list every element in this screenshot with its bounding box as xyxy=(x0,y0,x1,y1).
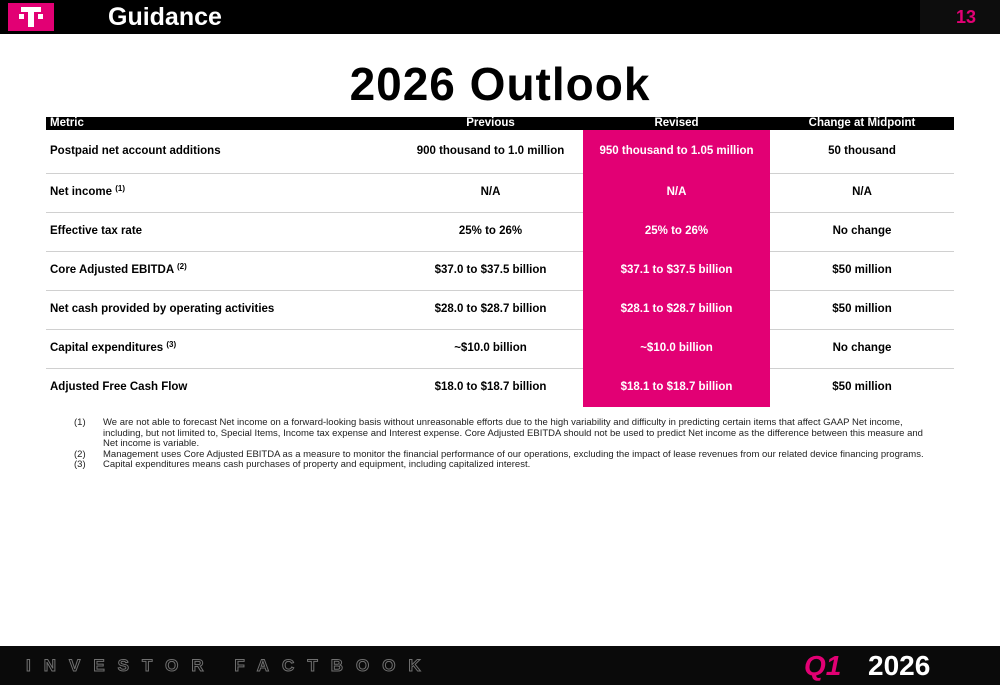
page-number: 13 xyxy=(955,7,976,27)
revised-cell: $18.1 to $18.7 billion xyxy=(583,368,770,407)
table-row xyxy=(46,290,954,329)
previous-cell: N/A xyxy=(398,173,583,212)
change-cell: $50 million xyxy=(770,251,954,290)
footnote-text: We are not able to forecast Net income on a forward-looking basis without unreasonable efforts due to the high variability and difficulty in predicting certain items that affect GAAP Net income, including, but not limited to, Special Items, Income tax expense and Interest expense. Core Adjusted EBITDA should not be used to predict Net income as the difference between this measure and Net income is variable. xyxy=(103,417,923,449)
change-cell: N/A xyxy=(770,173,954,212)
change-cell: $50 million xyxy=(770,290,954,329)
footnote-text: Management uses Core Adjusted EBITDA as a measure to monitor the financial performance of our operations, excluding the impact of lease revenues from our related device financing programs. xyxy=(103,448,924,460)
metric-label: Adjusted Free Cash Flow xyxy=(50,381,188,394)
revised-cell: $28.1 to $28.7 billion xyxy=(583,290,770,329)
footnote xyxy=(74,418,934,450)
page-title: 2026 Outlook xyxy=(349,58,651,110)
footer-quarter: Q1 xyxy=(804,650,842,681)
metric-cell xyxy=(46,290,398,329)
previous-cell: $18.0 to $18.7 billion xyxy=(434,381,547,394)
metric-cell xyxy=(46,173,398,212)
column-header-metric: Metric xyxy=(46,117,398,130)
metric-cell xyxy=(46,368,398,407)
change-cell: $50 million xyxy=(832,381,892,394)
page-number-box xyxy=(920,0,1000,34)
footnote-text: Capital expenditures means cash purchases of property and equipment, including capitalized interest. xyxy=(103,459,531,470)
footnotes xyxy=(74,418,934,471)
previous-cell: 25% to 26% xyxy=(398,212,583,251)
footnote-number: (1) xyxy=(74,417,86,428)
outlook-table xyxy=(46,117,954,407)
table-row xyxy=(46,368,954,407)
table-row xyxy=(46,173,954,212)
footnote-ref: (2) xyxy=(176,262,187,271)
footnote xyxy=(74,460,934,471)
revised-cell: $37.1 to $37.5 billion xyxy=(583,251,770,290)
change-cell: 50 thousand xyxy=(770,130,954,173)
table-header-row xyxy=(46,117,954,130)
footer-year: 2026 xyxy=(868,650,931,681)
revised-cell: 25% to 26% xyxy=(583,212,770,251)
previous-cell: $28.0 to $28.7 billion xyxy=(398,290,583,329)
previous-cell: $37.0 to $37.5 billion xyxy=(398,251,583,290)
footnote-number: (3) xyxy=(74,459,86,470)
table-row xyxy=(46,212,954,251)
footnote-ref: (3) xyxy=(166,340,177,349)
metric-label: Postpaid net account additions xyxy=(50,144,221,157)
metric-label: Net cash provided by operating activities xyxy=(50,303,275,315)
previous-cell: ~$10.0 billion xyxy=(398,329,583,368)
header-bar xyxy=(0,0,1000,34)
change-cell: No change xyxy=(770,212,954,251)
previous-cell: 900 thousand to 1.0 million xyxy=(398,130,583,173)
section-title: Guidance xyxy=(108,3,222,31)
table-row xyxy=(46,130,954,173)
metric-cell xyxy=(46,251,398,290)
table-row xyxy=(46,329,954,368)
column-header-change: Change at Midpoint xyxy=(770,117,954,130)
metric-label: Capital expenditures xyxy=(50,342,164,354)
change-cell: No change xyxy=(770,329,954,368)
t-mobile-logo-icon xyxy=(8,3,54,31)
metric-label: Net income xyxy=(50,186,112,198)
column-header-previous: Previous xyxy=(398,117,583,130)
footnote-number: (2) xyxy=(74,448,86,460)
metric-cell xyxy=(46,212,398,251)
metric-cell xyxy=(46,329,398,368)
footer-brand-text: INVESTOR FACTBOOK xyxy=(26,656,434,675)
footnote-ref: (1) xyxy=(115,184,125,193)
revised-cell: N/A xyxy=(583,173,770,212)
revised-cell: 950 thousand to 1.05 million xyxy=(583,130,770,173)
metric-label: Core Adjusted EBITDA xyxy=(50,264,174,276)
metric-label: Effective tax rate xyxy=(50,225,143,237)
metric-cell xyxy=(46,130,398,173)
column-header-revised: Revised xyxy=(583,117,770,130)
table-row xyxy=(46,251,954,290)
revised-cell: ~$10.0 billion xyxy=(583,329,770,368)
footer-bar xyxy=(0,646,1000,685)
